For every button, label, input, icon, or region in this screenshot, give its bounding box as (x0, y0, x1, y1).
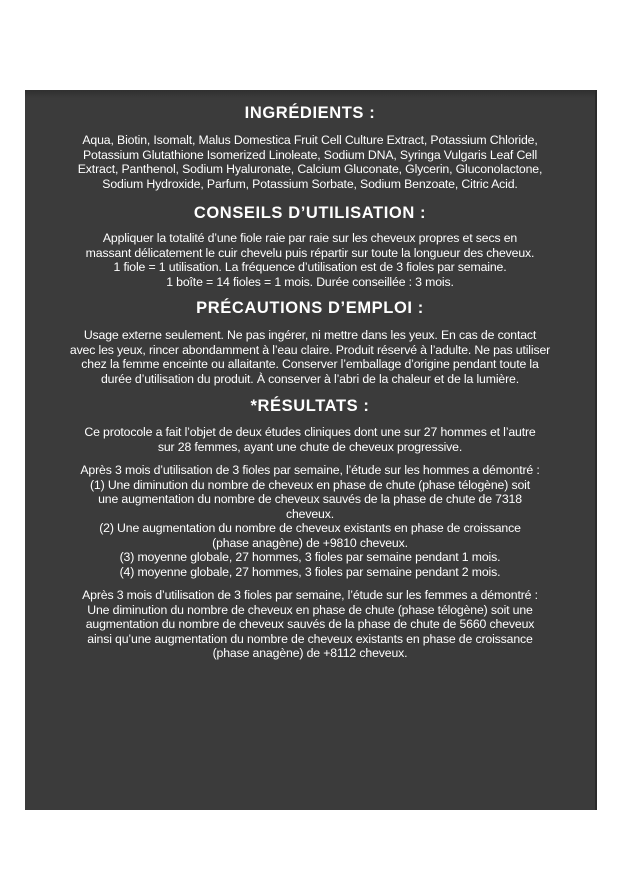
precautions-title: PRÉCAUTIONS D’EMPLOI : (196, 299, 424, 317)
conseils-line: 1 boîte = 14 fioles = 1 mois. Durée conseillée : 3 mois. (166, 274, 454, 289)
ingredients-line: Potassium Glutathione Isomerized Linoleate, Sodium DNA, Syringa Vulgaris Leaf Cell (82, 147, 538, 162)
ingredients-line: Sodium Hydroxide, Parfum, Potassium Sorbate, Sodium Benzoate, Citric Acid. (102, 176, 518, 191)
hommes-line: (3) moyenne globale, 27 hommes, 3 fioles par semaine pendant 1 mois. (119, 550, 501, 564)
label-panel (25, 90, 597, 810)
precautions-text (39, 328, 581, 386)
hommes-line: (2) Une augmentation du nombre de cheveux existants en phase de croissance (99, 521, 521, 535)
resultats-intro (39, 425, 581, 454)
femmes-line: augmentation du nombre de cheveux sauvés de la phase de chute de 5660 cheveux (85, 617, 535, 631)
resultats-intro-line: Ce protocole a fait l’objet de deux études cliniques dont une sur 27 hommes et l’autre (84, 425, 536, 439)
hommes-line: (4) moyenne globale, 27 hommes, 3 fioles par semaine pendant 2 mois. (119, 564, 501, 579)
resultats-intro-line: sur 28 femmes, ayant une chute de cheveux progressive. (157, 439, 463, 454)
resultats-femmes (39, 588, 581, 661)
conseils-line: massant délicatement le cuir chevelu puis répartir sur toute la longueur des cheveux. (85, 245, 535, 260)
paragraph-gap (39, 579, 581, 588)
femmes-line: ainsi qu’une augmentation du nombre de cheveux existants en phase de croissance (87, 631, 533, 646)
conseils-line: 1 fiole = 1 utilisation. La fréquence d’utilisation est de 3 fioles par semaine. (113, 260, 507, 274)
hommes-line: une augmentation du nombre de cheveux sauvés de la phase de chute de 7318 (98, 492, 522, 506)
hommes-line: Après 3 mois d’utilisation de 3 fioles par semaine, l’étude sur les hommes a démontré : (80, 463, 540, 477)
femmes-line: Après 3 mois d’utilisation de 3 fioles par semaine, l’étude sur les femmes a démontré : (82, 588, 538, 602)
conseils-line: Appliquer la totalité d’une fiole raie par raie sur les cheveux propres et secs en (102, 231, 518, 245)
conseils-title: CONSEILS D’UTILISATION : (193, 204, 427, 222)
ingredients-line: Extract, Panthenol, Sodium Hyaluronate, Calcium Gluconate, Glycerin, Gluconolactone, (77, 162, 543, 176)
paragraph-gap (39, 454, 581, 463)
femmes-line: Une diminution du nombre de cheveux en phase de chute (phase télogène) soit une (87, 602, 533, 617)
conseils-text (39, 231, 581, 289)
ingredients-title: INGRÉDIENTS : (244, 104, 376, 122)
ingredients-text (39, 133, 581, 191)
precautions-line: avec les yeux, rincer abondamment à l’eau claire. Produit réservé à l’adulte. Ne pas utiliser (69, 342, 551, 357)
precautions-line: durée d’utilisation du produit. À conserver à l’abri de la chaleur et de la lumière. (100, 371, 520, 386)
resultats-hommes (39, 463, 581, 579)
panel-top-strip (25, 90, 595, 98)
hommes-line: (1) Une diminution du nombre de cheveux en phase de chute (phase télogène) soit (89, 477, 530, 492)
precautions-line: chez la femme enceinte ou allaitante. Conserver l’emballage d’origine pendant toute la (81, 357, 539, 371)
ingredients-line: Aqua, Biotin, Isomalt, Malus Domestica Fruit Cell Culture Extract, Potassium Chloride, (82, 133, 538, 147)
hommes-line: cheveux. (285, 506, 335, 521)
precautions-line: Usage externe seulement. Ne pas ingérer, ni mettre dans les yeux. En cas de contact (83, 328, 537, 342)
resultats-title: *RÉSULTATS : (250, 397, 370, 415)
femmes-line: (phase anagène) de +8112 cheveux. (212, 646, 408, 660)
hommes-line: (phase anagène) de +9810 cheveux. (212, 535, 408, 550)
